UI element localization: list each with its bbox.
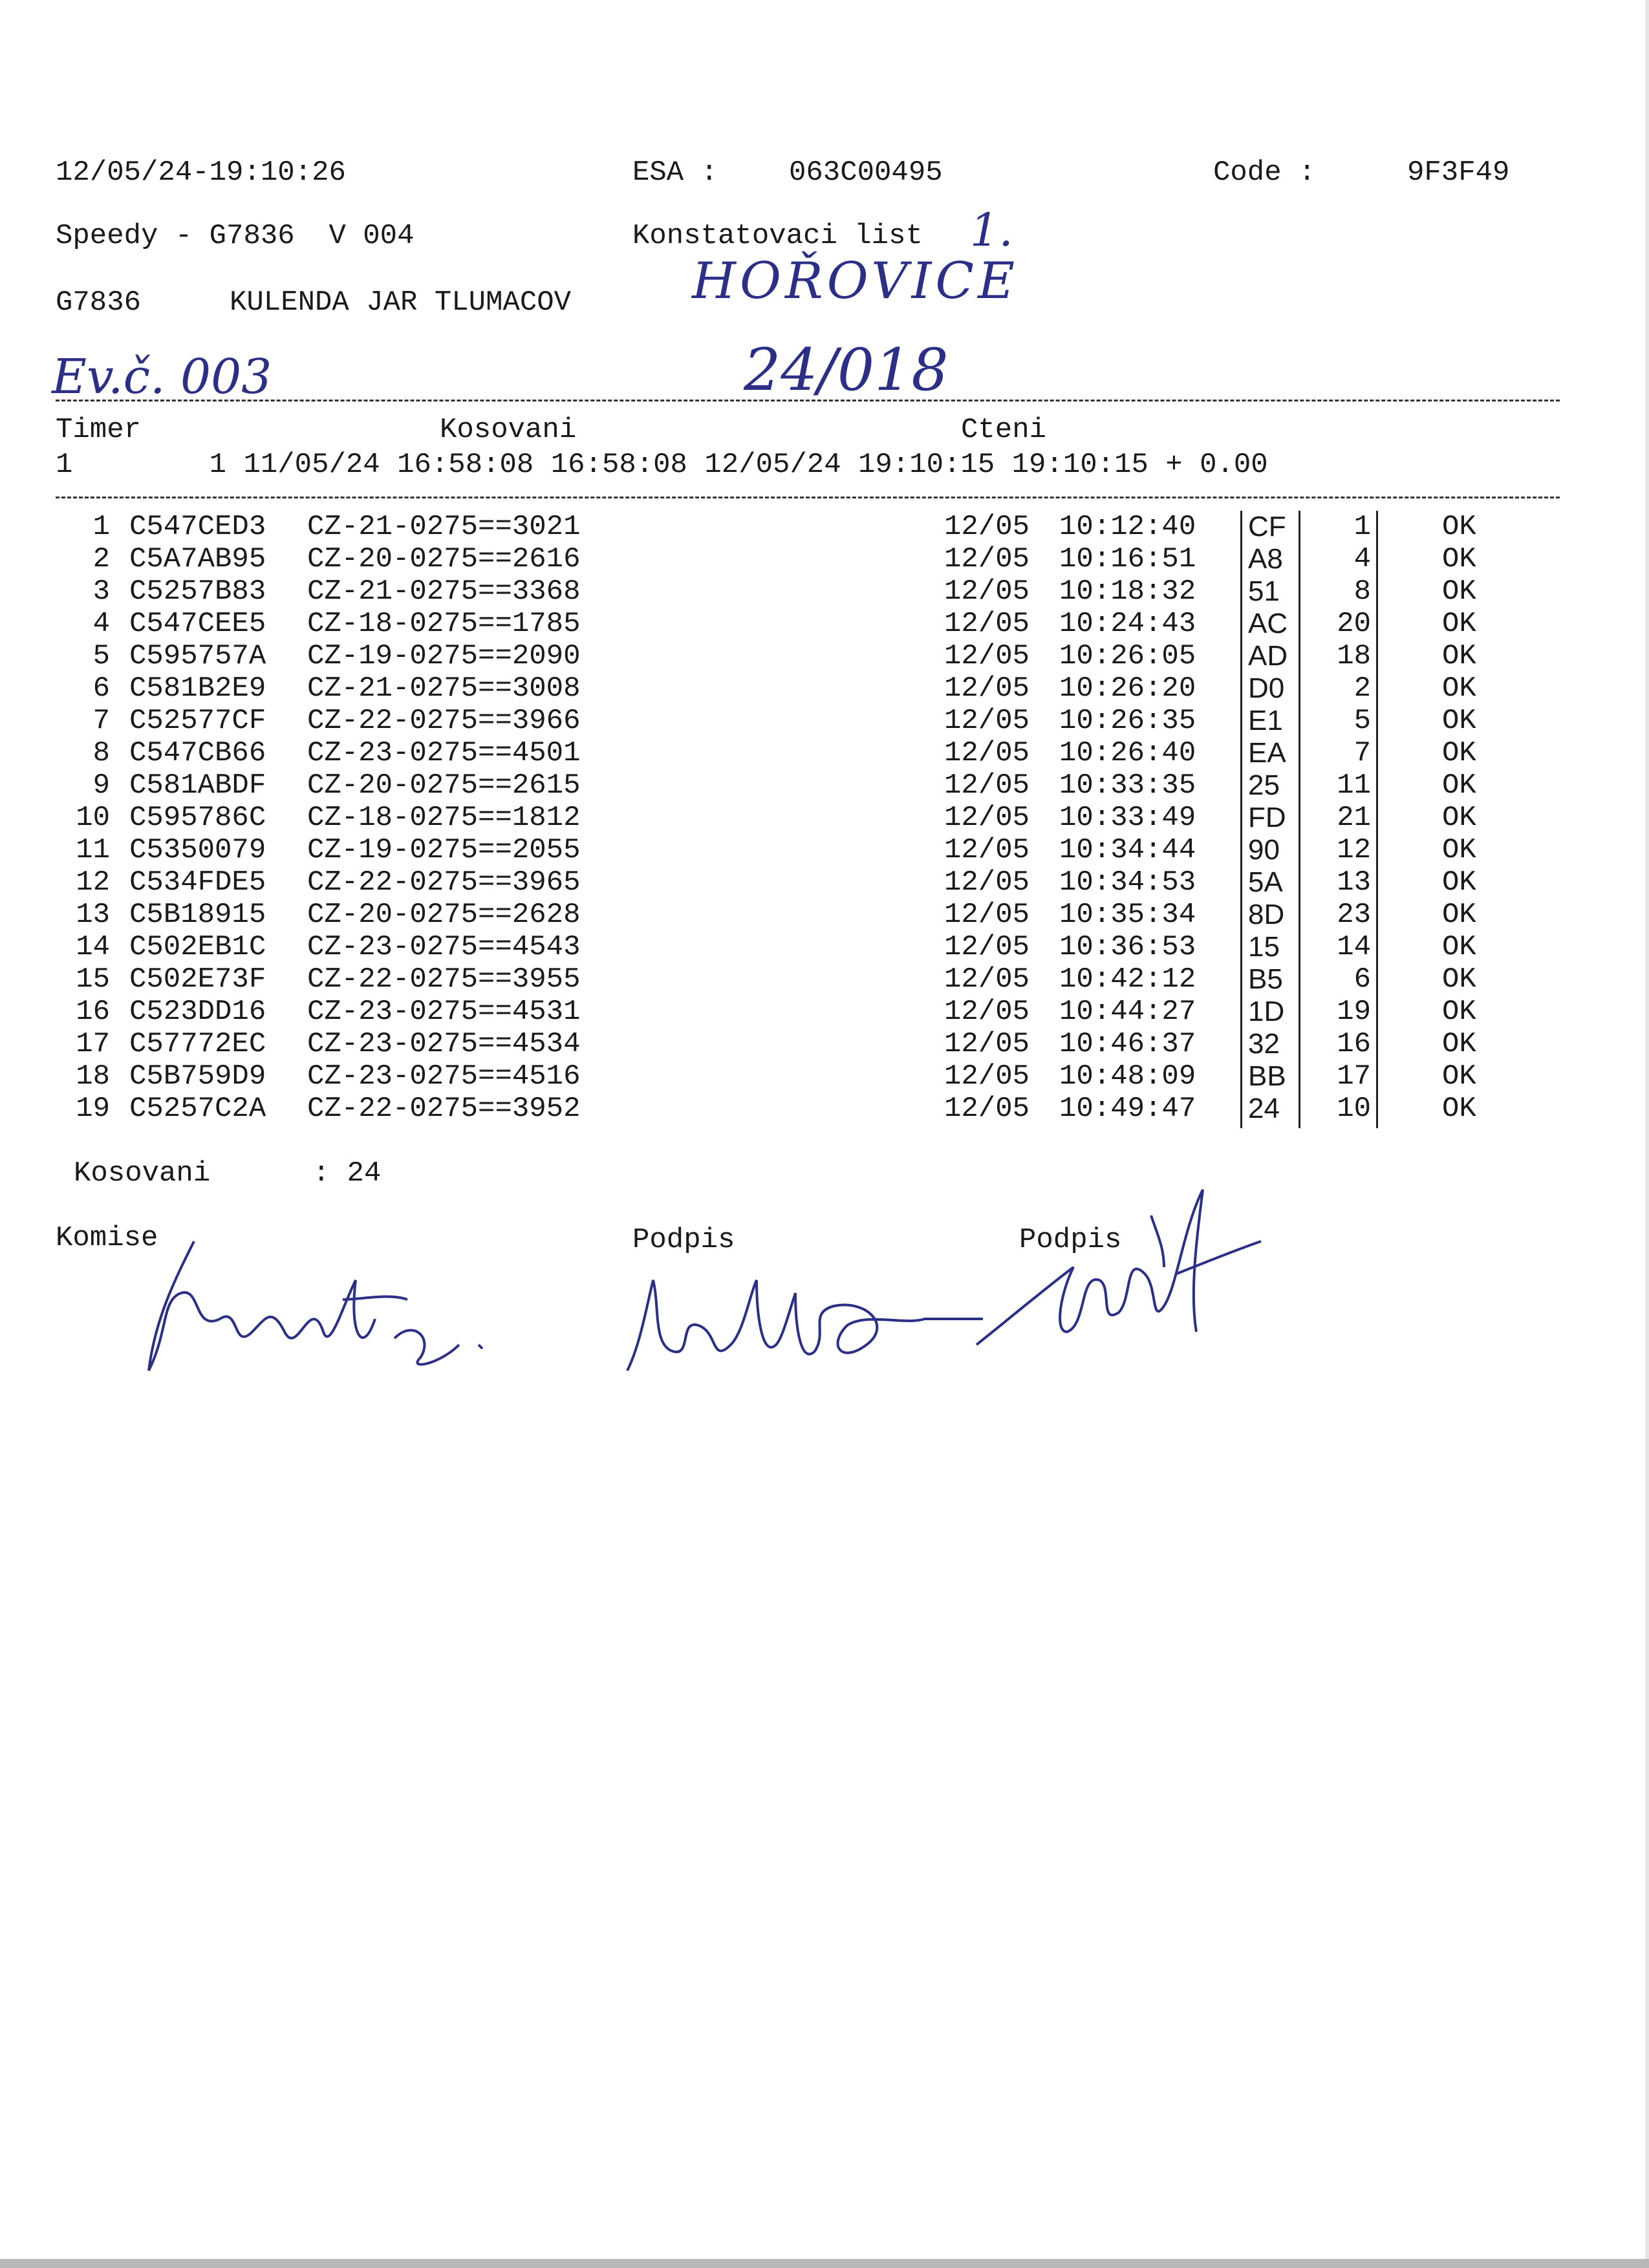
hex-code: AD (1248, 640, 1288, 672)
print-datetime: 12/05/24-19:10:26 (56, 156, 346, 189)
arrival-time: 10:12:40 (1059, 511, 1196, 543)
arrival-time: 10:36:53 (1059, 931, 1196, 963)
table-row (39, 899, 1565, 931)
table-row (39, 1060, 1565, 1093)
kosovani-order: 23 (1337, 899, 1371, 931)
row-number: 11 (76, 834, 110, 866)
status-ok: OK (1442, 866, 1476, 899)
arrival-time: 10:42:12 (1059, 963, 1196, 996)
ring-number: CZ-20-0275==2628 (307, 899, 581, 931)
arrival-time: 10:26:05 (1059, 640, 1196, 672)
row-number: 5 (92, 640, 110, 672)
kosovani-order: 8 (1353, 575, 1371, 608)
kosovani-order: 16 (1337, 1028, 1371, 1060)
esa-label: ESA : (632, 156, 718, 189)
hex-code: AC (1248, 608, 1288, 639)
table-divider-2 (1299, 511, 1300, 1128)
table-divider-1 (1240, 511, 1242, 1128)
row-number: 1 (92, 511, 110, 543)
kosovani-order: 17 (1337, 1060, 1371, 1093)
arrival-date: 12/05 (944, 834, 1030, 866)
table-row (39, 672, 1565, 705)
chip-code: C502EB1C (129, 931, 266, 963)
results-table (39, 511, 1565, 1125)
arrival-time: 10:18:32 (1059, 575, 1196, 608)
ring-number: CZ-23-0275==4516 (307, 1060, 581, 1093)
timer-line: 1 1 11/05/24 16:58:08 16:58:08 12/05/24 19:10:15 19:10:15 + 0.00 (56, 449, 1268, 481)
arrival-time: 10:26:35 (1059, 705, 1196, 737)
status-ok: OK (1442, 1060, 1476, 1093)
row-number: 16 (76, 996, 110, 1028)
arrival-time: 10:35:34 (1059, 899, 1196, 931)
chip-code: C595757A (129, 640, 266, 672)
row-number: 3 (92, 575, 110, 608)
chip-code: C534FDE5 (129, 866, 266, 899)
chip-code: C547CB66 (129, 737, 266, 769)
ring-number: CZ-18-0275==1785 (307, 608, 581, 640)
kosovani-order: 21 (1337, 802, 1371, 834)
chip-code: C5257C2A (129, 1093, 266, 1125)
kosovani-order: 14 (1337, 931, 1371, 963)
status-ok: OK (1442, 769, 1476, 802)
kosovani-order: 1 (1353, 511, 1371, 543)
table-row (39, 543, 1565, 575)
chip-code: C581B2E9 (129, 672, 266, 705)
cteni-label: Cteni (961, 414, 1047, 446)
chip-code: C57772EC (129, 1028, 266, 1060)
chip-code: C52577CF (129, 705, 266, 737)
arrival-time: 10:24:43 (1059, 608, 1196, 640)
kosovani-order: 10 (1337, 1093, 1371, 1125)
arrival-date: 12/05 (944, 705, 1030, 737)
arrival-date: 12/05 (944, 899, 1030, 931)
hex-code: EA (1248, 737, 1286, 769)
status-ok: OK (1442, 705, 1476, 737)
arrival-time: 10:33:35 (1059, 769, 1196, 802)
arrival-date: 12/05 (944, 543, 1030, 575)
ring-number: CZ-23-0275==4531 (307, 996, 581, 1028)
esa-value: 063C00495 (789, 156, 943, 189)
status-ok: OK (1442, 511, 1476, 543)
chip-code: C547CEE5 (129, 608, 266, 640)
arrival-time: 10:26:20 (1059, 672, 1196, 705)
timer-label: Timer (56, 414, 142, 446)
konstatovaci-title: Konstatovaci list (632, 220, 923, 252)
row-number: 15 (76, 963, 110, 996)
hex-code: B5 (1248, 963, 1283, 995)
ring-number: CZ-22-0275==3952 (307, 1093, 581, 1125)
arrival-date: 12/05 (944, 1060, 1030, 1093)
arrival-time: 10:49:47 (1059, 1093, 1196, 1125)
handwritten-list-number: 1. (970, 204, 1013, 257)
hex-code: E1 (1248, 705, 1283, 736)
row-number: 10 (76, 802, 110, 834)
chip-code: C5B759D9 (129, 1060, 266, 1093)
chip-code: C581ABDF (129, 769, 266, 802)
ring-number: CZ-19-0275==2090 (307, 640, 581, 672)
ring-number: CZ-21-0275==3008 (307, 672, 581, 705)
code-label: Code : (1213, 156, 1316, 189)
table-row (39, 1028, 1565, 1060)
ring-number: CZ-21-0275==3368 (307, 575, 581, 608)
row-number: 6 (92, 672, 110, 705)
row-number: 14 (76, 931, 110, 963)
arrival-date: 12/05 (944, 672, 1030, 705)
chip-code: C5257B83 (129, 575, 266, 608)
arrival-date: 12/05 (944, 608, 1030, 640)
ring-number: CZ-22-0275==3965 (307, 866, 581, 899)
separator-top (56, 400, 1560, 401)
table-row (39, 640, 1565, 672)
row-number: 8 (92, 737, 110, 769)
arrival-time: 10:46:37 (1059, 1028, 1196, 1060)
arrival-date: 12/05 (944, 1028, 1030, 1060)
ring-number: CZ-22-0275==3966 (307, 705, 581, 737)
table-row (39, 963, 1565, 996)
kosovani-order: 11 (1337, 769, 1371, 802)
scan-edge-bottom (0, 2259, 1649, 2268)
table-row (39, 575, 1565, 608)
status-ok: OK (1442, 802, 1476, 834)
table-row (39, 705, 1565, 737)
chip-code: C5A7AB95 (129, 543, 266, 575)
row-number: 7 (92, 705, 110, 737)
status-ok: OK (1442, 899, 1476, 931)
status-ok: OK (1442, 737, 1476, 769)
chip-code: C5B18915 (129, 899, 266, 931)
chip-code: C5350079 (129, 834, 266, 866)
table-row (39, 769, 1565, 802)
kosovani-total: Kosovani : 24 (74, 1157, 382, 1190)
arrival-time: 10:48:09 (1059, 1060, 1196, 1093)
hex-code: 25 (1248, 769, 1280, 801)
arrival-time: 10:44:27 (1059, 996, 1196, 1028)
arrival-date: 12/05 (944, 866, 1030, 899)
hex-code: 24 (1248, 1093, 1280, 1124)
podpis-label-2: Podpis (1019, 1224, 1122, 1256)
ring-number: CZ-21-0275==3021 (307, 511, 581, 543)
ring-number: CZ-20-0275==2616 (307, 543, 581, 575)
kosovani-order: 20 (1337, 608, 1371, 640)
hex-code: 1D (1248, 996, 1285, 1027)
ring-number: CZ-20-0275==2615 (307, 769, 581, 802)
row-number: 17 (76, 1028, 110, 1060)
status-ok: OK (1442, 640, 1476, 672)
table-row (39, 737, 1565, 769)
status-ok: OK (1442, 1093, 1476, 1125)
hex-code: FD (1248, 802, 1286, 833)
arrival-date: 12/05 (944, 737, 1030, 769)
separator-table (56, 497, 1560, 498)
kosovani-order: 6 (1353, 963, 1371, 996)
handwritten-evidence: Ev.č. 003 (52, 349, 272, 405)
hex-code: 5A (1248, 866, 1283, 898)
status-ok: OK (1442, 1028, 1476, 1060)
signature-komise (129, 1203, 504, 1409)
chip-code: C547CED3 (129, 511, 266, 543)
table-row (39, 931, 1565, 963)
signature-podpis-2 (970, 1177, 1267, 1384)
chip-code: C502E73F (129, 963, 266, 996)
ring-number: CZ-23-0275==4543 (307, 931, 581, 963)
status-ok: OK (1442, 996, 1476, 1028)
arrival-date: 12/05 (944, 1093, 1030, 1125)
table-divider-3 (1376, 511, 1378, 1128)
ring-number: CZ-18-0275==1812 (307, 802, 581, 834)
status-ok: OK (1442, 608, 1476, 640)
kosovani-order: 2 (1353, 672, 1371, 705)
ring-number: CZ-23-0275==4534 (307, 1028, 581, 1060)
row-number: 9 (92, 769, 110, 802)
arrival-date: 12/05 (944, 931, 1030, 963)
row-number: 19 (76, 1093, 110, 1125)
table-row (39, 1093, 1565, 1125)
status-ok: OK (1442, 575, 1476, 608)
speedy-line: Speedy - G7836 V 004 (56, 220, 415, 252)
arrival-time: 10:34:44 (1059, 834, 1196, 866)
status-ok: OK (1442, 931, 1476, 963)
signature-podpis-1 (621, 1254, 983, 1384)
table-row (39, 996, 1565, 1028)
code-value: 9F3F49 (1407, 156, 1510, 189)
arrival-date: 12/05 (944, 996, 1030, 1028)
table-row (39, 511, 1565, 543)
hex-code: CF (1248, 511, 1286, 542)
hex-code: 51 (1248, 575, 1280, 607)
status-ok: OK (1442, 672, 1476, 705)
chip-code: C523DD16 (129, 996, 266, 1028)
scan-edge-right (1645, 0, 1649, 2268)
hex-code: 8D (1248, 899, 1285, 930)
row-number: 4 (92, 608, 110, 640)
row-number: 12 (76, 866, 110, 899)
kosovani-order: 4 (1353, 543, 1371, 575)
kosovani-order: 5 (1353, 705, 1371, 737)
arrival-time: 10:16:51 (1059, 543, 1196, 575)
owner-name: KULENDA JAR TLUMACOV (230, 286, 572, 319)
ring-number: CZ-23-0275==4501 (307, 737, 581, 769)
table-row (39, 834, 1565, 866)
podpis-label-1: Podpis (632, 1224, 735, 1256)
kosovani-order: 7 (1353, 737, 1371, 769)
row-number: 18 (76, 1060, 110, 1093)
handwritten-place: HOŘOVICE (692, 252, 1019, 310)
arrival-time: 10:26:40 (1059, 737, 1196, 769)
row-number: 2 (92, 543, 110, 575)
kosovani-label: Kosovani (440, 414, 577, 446)
hex-code: D0 (1248, 672, 1285, 704)
row-number: 13 (76, 899, 110, 931)
table-row (39, 866, 1565, 899)
kosovani-order: 19 (1337, 996, 1371, 1028)
table-row (39, 608, 1565, 640)
table-row (39, 802, 1565, 834)
ring-number: CZ-22-0275==3955 (307, 963, 581, 996)
kosovani-order: 18 (1337, 640, 1371, 672)
chip-code: C595786C (129, 802, 266, 834)
arrival-date: 12/05 (944, 769, 1030, 802)
kosovani-order: 12 (1337, 834, 1371, 866)
hex-code: A8 (1248, 543, 1283, 575)
arrival-date: 12/05 (944, 963, 1030, 996)
arrival-date: 12/05 (944, 575, 1030, 608)
status-ok: OK (1442, 963, 1476, 996)
handwritten-date: 24/018 (744, 336, 949, 404)
arrival-date: 12/05 (944, 802, 1030, 834)
komise-label: Komise (56, 1222, 158, 1254)
status-ok: OK (1442, 834, 1476, 866)
arrival-time: 10:34:53 (1059, 866, 1196, 899)
arrival-time: 10:33:49 (1059, 802, 1196, 834)
arrival-date: 12/05 (944, 511, 1030, 543)
hex-code: 90 (1248, 834, 1280, 866)
hex-code: 32 (1248, 1028, 1280, 1060)
hex-code: 15 (1248, 931, 1280, 963)
arrival-date: 12/05 (944, 640, 1030, 672)
kosovani-order: 13 (1337, 866, 1371, 899)
ring-number: CZ-19-0275==2055 (307, 834, 581, 866)
owner-code: G7836 (56, 286, 142, 319)
hex-code: BB (1248, 1060, 1286, 1092)
status-ok: OK (1442, 543, 1476, 575)
